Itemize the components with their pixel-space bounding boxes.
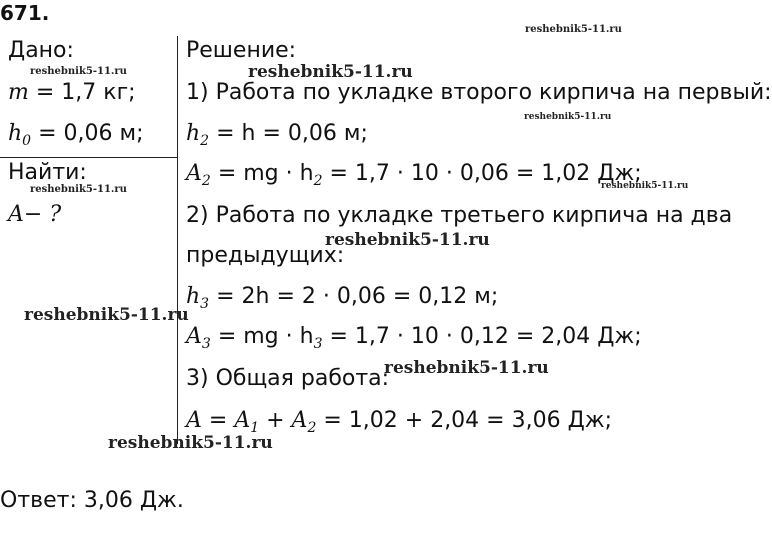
watermark: reshebnik5-11.ru (108, 433, 273, 453)
equation-a3: $A_3$ = mg · $h_3 = 1,7 \cdot 10 \cdot 0,12 = 2,04$ Дж; (186, 324, 642, 352)
step2-text-cont: предыдущих: (186, 243, 345, 268)
equation-h3: $h_3 = 2h = 2 \cdot 0,06 = 0,12$ м; (186, 284, 499, 312)
step2-text: 2) Работа по укладке третьего кирпича на два (186, 203, 733, 228)
watermark: reshebnik5-11.ru (325, 230, 490, 250)
watermark: reshebnik5-11.ru (525, 24, 622, 35)
watermark: reshebnik5-11.ru (601, 181, 689, 191)
equation-h2: $h_2 = h = 0,06$ м; (186, 121, 368, 149)
answer-text: Ответ: 3,06 Дж. (0, 488, 184, 513)
watermark: reshebnik5-11.ru (384, 358, 549, 378)
equation-a2: $A_2$ = mg · $h_2 = 1,7 \cdot 10 \cdot 0,06 = 1,02$ Дж; (186, 161, 642, 189)
watermark: reshebnik5-11.ru (24, 305, 189, 325)
find-question: A− ? (8, 202, 62, 227)
column-divider (177, 36, 178, 444)
given-title: Дано: (8, 38, 74, 63)
step1-text: 1) Работа по укладке второго кирпича на первый: (186, 80, 772, 105)
given-mass: m = 1,7 кг; (8, 80, 136, 105)
problem-number: 671. (0, 1, 50, 25)
watermark: reshebnik5-11.ru (30, 66, 127, 77)
watermark: reshebnik5-11.ru (30, 184, 127, 195)
given-find-divider (0, 157, 177, 158)
given-height: $h_0 = 0,06$ м; (8, 121, 144, 149)
find-title: Найти: (8, 160, 87, 185)
step3-text: 3) Общая работа: (186, 366, 390, 391)
solution-title: Решение: (186, 38, 297, 63)
equation-total: $A = A_1 + A_2 = 1,02 + 2,04 = 3,06$ Дж; (186, 408, 612, 436)
watermark: reshebnik5-11.ru (524, 112, 612, 122)
watermark: reshebnik5-11.ru (248, 62, 413, 82)
